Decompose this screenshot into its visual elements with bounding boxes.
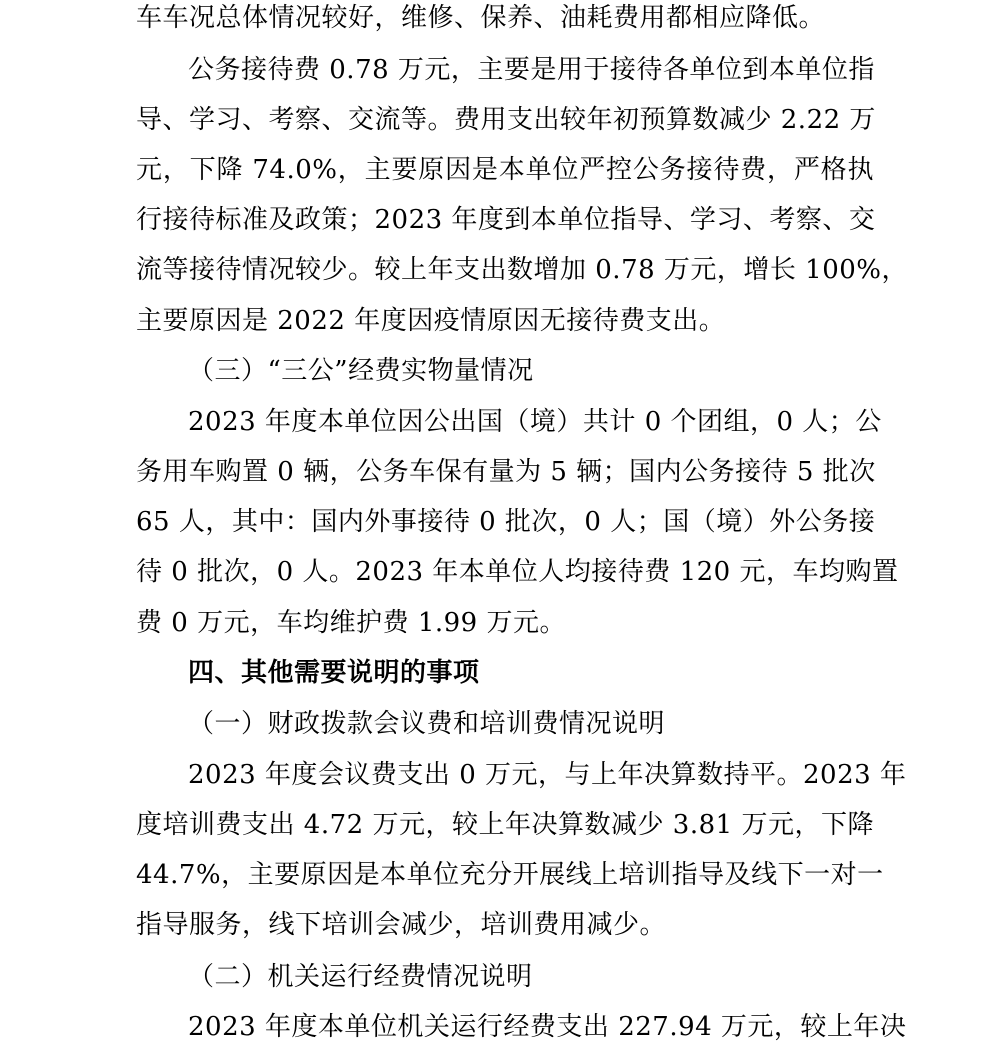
- text-line: 65 人，其中：国内外事接待 0 批次，0 人；国（境）外公务接: [136, 507, 876, 537]
- text-line: 导、学习、考察、交流等。费用支出较年初预算数减少 2.22 万: [136, 105, 876, 135]
- text-line: 指导服务，线下培训会减少，培训费用减少。: [136, 910, 667, 940]
- text-line: 2023 年度会议费支出 0 万元，与上年决算数持平。2023 年: [188, 760, 907, 790]
- subheading-meeting-training: （一）财政拨款会议费和培训费情况说明: [188, 709, 666, 739]
- text-line-continuation: 车车况总体情况较好，维修、保养、油耗费用都相应降低。: [136, 3, 826, 33]
- text-line: 2023 年度本单位因公出国（境）共计 0 个团组，0 人；公: [188, 407, 882, 437]
- text-line: 44.7%，主要原因是本单位充分开展线上培训指导及线下一对一: [136, 860, 884, 890]
- text-line: 行接待标准及政策；2023 年度到本单位指导、学习、考察、交: [136, 205, 876, 235]
- text-line: 主要原因是 2022 年度因疫情原因无接待费支出。: [136, 306, 726, 336]
- text-line: 务用车购置 0 辆，公务车保有量为 5 辆；国内公务接待 5 批次: [136, 457, 876, 487]
- text-line: 费 0 万元，车均维护费 1.99 万元。: [136, 608, 566, 638]
- text-line: 元，下降 74.0%，主要原因是本单位严控公务接待费，严格执: [136, 155, 874, 185]
- text-line: 度培训费支出 4.72 万元，较上年决算数减少 3.81 万元，下降: [136, 810, 874, 840]
- text-line: 公务接待费 0.78 万元，主要是用于接待各单位到本单位指: [188, 55, 875, 85]
- text-line: 流等接待情况较少。较上年支出数增加 0.78 万元，增长 100%，: [136, 255, 909, 285]
- text-line: 2023 年度本单位机关运行经费支出 227.94 万元，较上年决: [188, 1012, 907, 1042]
- subheading-operating-expenses: （二）机关运行经费情况说明: [188, 962, 533, 992]
- section-heading-other-matters: 四、其他需要说明的事项: [188, 658, 480, 688]
- text-line: 待 0 批次，0 人。2023 年本单位人均接待费 120 元，车均购置: [136, 557, 899, 587]
- subheading-three-public-expenses: （三）“三公”经费实物量情况: [188, 356, 534, 386]
